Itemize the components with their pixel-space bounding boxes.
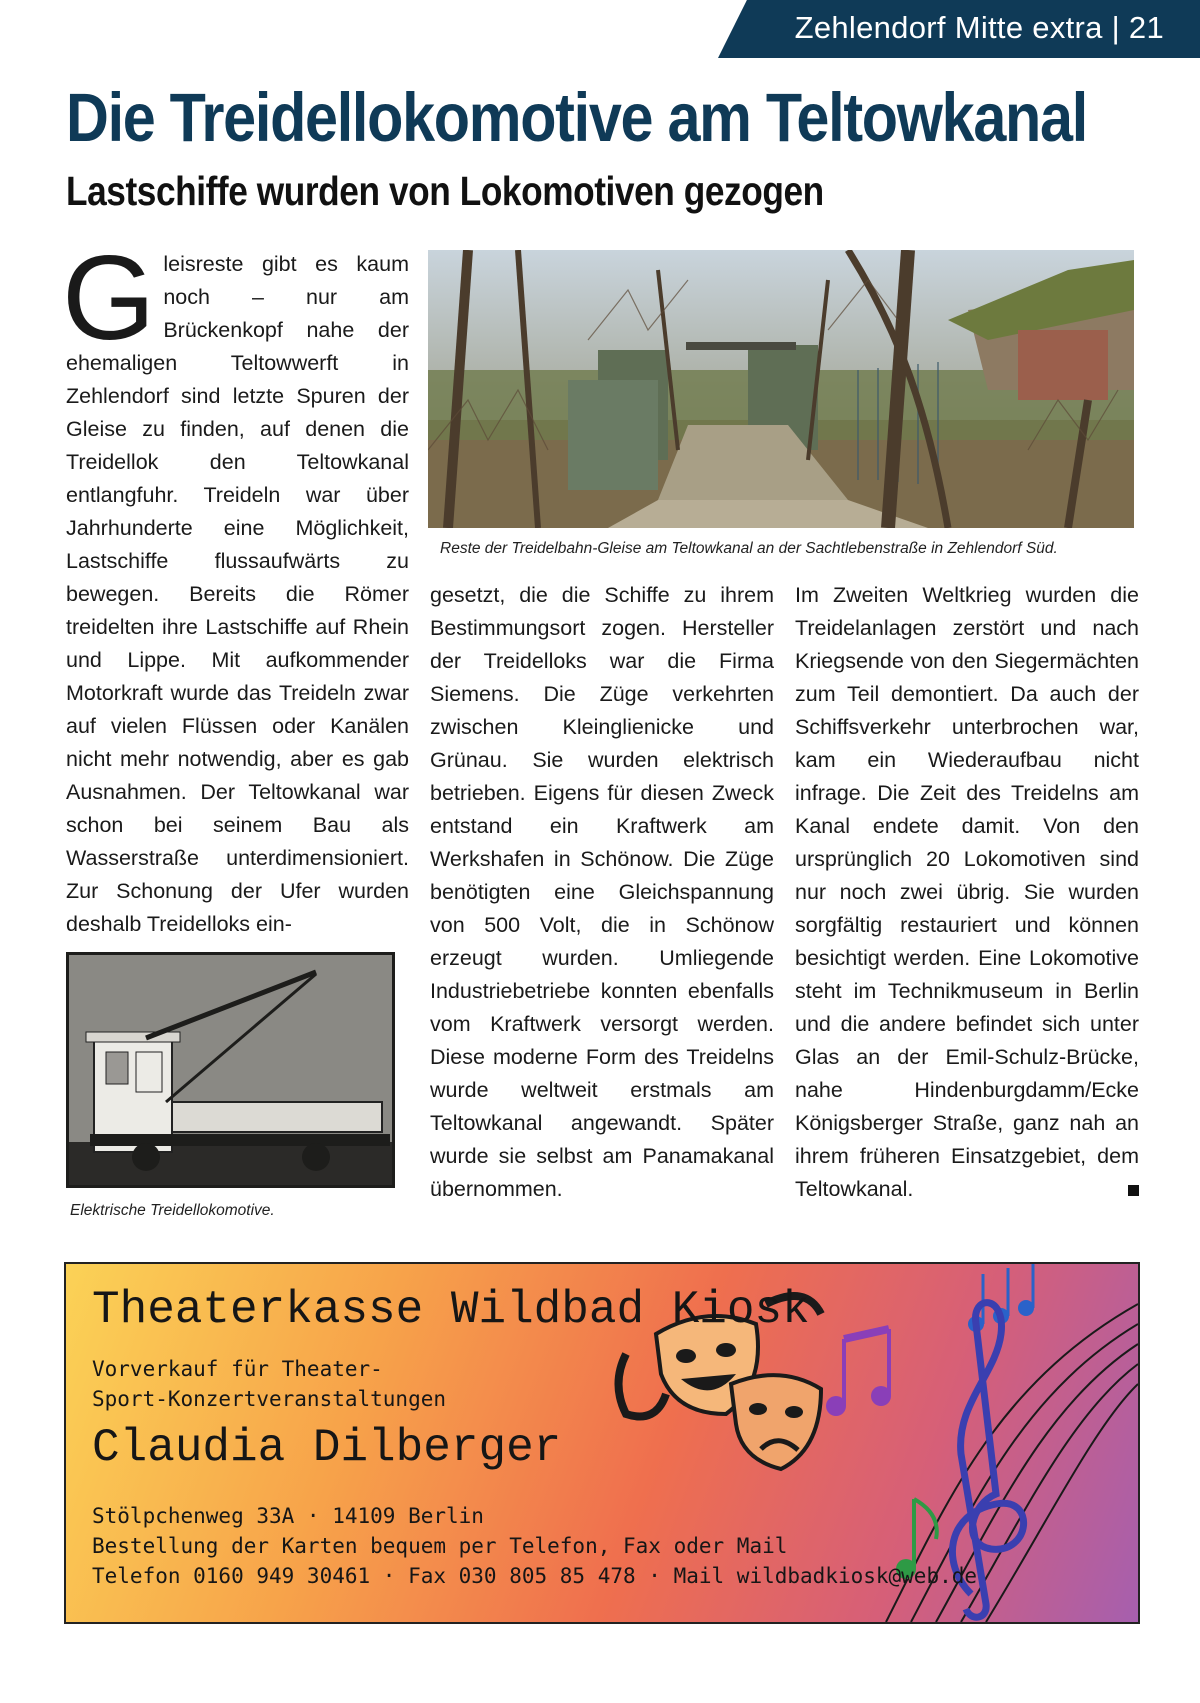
column-2-text: gesetzt, die die Schiffe zu ihrem Bestimmungsort zogen. Hersteller der Treidelloks war die Firma Siemens. Die Züge verkehrten zwischen Kleinglienicke und Grünau. Sie wurden elektrisch betrieben. Eigens für diesen Zweck entstand ein Kraftwerk am Werkshafen in Schönow. Die Züge benötigten eine Gleichspannung von 500 Volt, die in Schönow erzeugt wurden. Umliegende Industriebetriebe konnten ebenfalls vom Kraftwerk versorgt werden. Diese moderne Form des Treidelns wurde weltweit erstmals am Teltowkanal angewandt. Später wurde sie selbst am Panamakanal übernommen.: [430, 583, 774, 1201]
section-name: Zehlendorf Mitte extra: [794, 10, 1103, 45]
column-3-text: Im Zweiten Weltkrieg wurden die Treidelanlagen zerstört und nach Kriegsende von den Siegermächten zum Teil demontiert. Da auch der Schiffsverkehr unterbrochen war, kam ein Wiederaufbau nicht infrage. Die Zeit des Treidelns am Kanal endete damit. Von den ursprünglich 20 Lokomotiven sind nur noch zwei übrig. Sie wurden sorgfältig restauriert und können besichtigt werden. Eine Lokomotive steht im Technikmuseum in Berlin und die andere befindet sich unter Glas an der Emil-Schulz-Brücke, nahe Hindenburgdamm/Ecke Königsberger Straße, ganz nah an ihrem früheren Einsatzgebiet, dem Teltowkanal.: [795, 583, 1139, 1201]
ad-order-info: Bestellung der Karten bequem per Telefon, Fax oder Mail: [92, 1534, 788, 1558]
locomotive-photo: [66, 952, 395, 1188]
photo-caption: Reste der Treidelbahn-Gleise am Teltowkanal an der Sachtlebenstraße in Zehlendorf Süd.: [440, 540, 1058, 557]
ad-owner-name: Claudia Dilberger: [92, 1422, 562, 1474]
article-column-3: [795, 579, 1139, 1206]
article-column-1: [62, 231, 409, 941]
ad-address: Stölpchenweg 33A · 14109 Berlin: [92, 1504, 484, 1528]
article-subtitle: Lastschiffe wurden von Lokomotiven gezogen: [66, 168, 824, 214]
canal-photo-illustration: [428, 250, 1134, 528]
header-divider: |: [1111, 10, 1129, 45]
end-of-article-mark: [1128, 1185, 1139, 1196]
theater-ticket-ad: [64, 1262, 1140, 1624]
ad-subtitle: Vorverkauf für Theater-Sport-Konzertveranstaltungen: [92, 1357, 447, 1411]
ad-contact: Telefon 0160 949 30461 · Fax 030 805 85 478 · Mail wildbadkiosk@web.de: [92, 1564, 978, 1588]
drop-cap: G: [62, 231, 156, 365]
article-column-2: [430, 579, 774, 1206]
ad-title: Theaterkasse Wildbad Kiosk: [92, 1284, 810, 1336]
page-number: 21: [1128, 10, 1164, 45]
locomotive-illustration: [66, 952, 395, 1188]
canal-photo: [428, 250, 1134, 528]
page-header: [795, 10, 1164, 46]
column-1-text: leisreste gibt es kaum noch – nur am Brückenkopf nahe der ehemaligen Teltowwerft in Zehlendorf sind letzte Spuren der Gleise zu finden, auf denen die Treidellok den Teltowkanal entlangfuhr. Treideln war über Jahrhunderte eine Möglichkeit, Lastschiffe flussaufwärts zu bewegen. Bereits die Römer treidelten ihre Lastschiffe auf Rhein und Lippe. Mit aufkommender Motorkraft wurde das Treideln zwar auf vielen Flüssen oder Kanälen nicht mehr notwendig, aber es gab Ausnahmen. Der Teltowkanal war schon bei seinem Bau als Wasserstraße unterdimensioniert. Zur Schonung der Ufer wurden deshalb Treidelloks ein-: [66, 252, 409, 936]
article-title: Die Treidellokomotive am Teltowkanal: [66, 79, 1087, 156]
locomotive-caption: Elektrische Treidellokomotive.: [70, 1202, 275, 1219]
